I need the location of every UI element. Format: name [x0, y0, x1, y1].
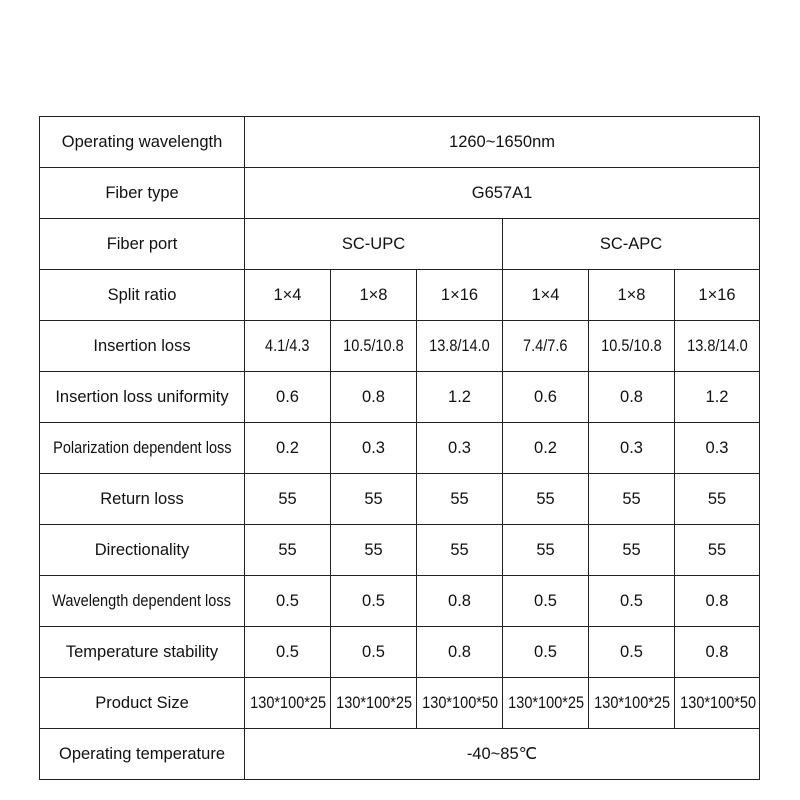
table-row — [40, 321, 760, 372]
row-label: Directionality — [40, 525, 245, 576]
table-cell: 0.5 — [331, 576, 417, 627]
table-cell: 0.8 — [675, 627, 760, 678]
table-cell: 0.5 — [503, 627, 589, 678]
cell-text: 13.8/14.0 — [686, 336, 748, 355]
table-cell: 55 — [675, 474, 760, 525]
cell-text: 130*100*25 — [508, 693, 585, 712]
table-cell — [417, 678, 503, 729]
cell-text: 4.1/4.3 — [265, 336, 310, 355]
cell-text: 10.5/10.8 — [343, 336, 404, 355]
table-cell: 0.5 — [503, 576, 589, 627]
port-upc: SC-UPC — [245, 219, 503, 270]
cell-text: 130*100*25 — [336, 693, 413, 712]
table-cell: 55 — [417, 525, 503, 576]
table-cell: 1×4 — [245, 270, 331, 321]
table-cell: 0.5 — [245, 627, 331, 678]
table-row — [40, 525, 760, 576]
table-cell — [503, 678, 589, 729]
table-cell: 0.5 — [245, 576, 331, 627]
table-cell: 1.2 — [417, 372, 503, 423]
table-cell: 1×8 — [331, 270, 417, 321]
table-cell: 55 — [589, 525, 675, 576]
row-label: Temperature stability — [40, 627, 245, 678]
table-cell: 0.3 — [417, 423, 503, 474]
cell-text: 7.4/7.6 — [523, 336, 568, 355]
table-cell — [503, 321, 589, 372]
cell-text: 130*100*25 — [250, 693, 327, 712]
table-cell: 55 — [589, 474, 675, 525]
table-cell: 0.3 — [331, 423, 417, 474]
table-cell — [589, 321, 675, 372]
row-label: Operating wavelength — [40, 117, 245, 168]
table-cell: 0.6 — [245, 372, 331, 423]
table-cell: 55 — [245, 474, 331, 525]
table-cell: 55 — [331, 525, 417, 576]
table-row — [40, 678, 760, 729]
table-cell: 0.8 — [675, 576, 760, 627]
table-cell: 1.2 — [675, 372, 760, 423]
row-label — [40, 576, 245, 627]
table-row — [40, 168, 760, 219]
table-cell — [245, 678, 331, 729]
table-cell: 0.8 — [589, 372, 675, 423]
table-cell: 0.5 — [589, 627, 675, 678]
row-value: -40~85℃ — [245, 729, 760, 780]
table-cell: 0.2 — [245, 423, 331, 474]
table-cell: 0.2 — [503, 423, 589, 474]
table-cell: 1×16 — [675, 270, 760, 321]
row-label: Fiber port — [40, 219, 245, 270]
cell-text: 130*100*50 — [422, 693, 499, 712]
table-cell — [331, 678, 417, 729]
row-label: Split ratio — [40, 270, 245, 321]
port-apc: SC-APC — [503, 219, 760, 270]
table-cell: 55 — [675, 525, 760, 576]
table-cell — [589, 678, 675, 729]
row-label: Operating temperature — [40, 729, 245, 780]
row-value: 1260~1650nm — [245, 117, 760, 168]
table-cell: 55 — [331, 474, 417, 525]
table-row — [40, 372, 760, 423]
table-cell: 0.3 — [589, 423, 675, 474]
table-row — [40, 729, 760, 780]
spec-table — [39, 116, 760, 780]
table-cell: 0.8 — [417, 576, 503, 627]
table-cell: 55 — [503, 525, 589, 576]
table-cell: 55 — [417, 474, 503, 525]
label-text: Wavelength dependent loss — [52, 591, 232, 610]
table-cell: 1×16 — [417, 270, 503, 321]
row-label: Insertion loss — [40, 321, 245, 372]
row-label: Product Size — [40, 678, 245, 729]
table-cell: 1×8 — [589, 270, 675, 321]
cell-text: 130*100*50 — [680, 693, 757, 712]
table-cell: 0.8 — [417, 627, 503, 678]
label-text: Polarization dependent loss — [52, 438, 232, 457]
table-row — [40, 474, 760, 525]
table-row — [40, 117, 760, 168]
table-row — [40, 627, 760, 678]
table-cell: 0.5 — [331, 627, 417, 678]
row-label: Return loss — [40, 474, 245, 525]
table-row — [40, 576, 760, 627]
table-row — [40, 219, 760, 270]
table-cell — [675, 321, 760, 372]
table-cell: 0.8 — [331, 372, 417, 423]
row-value: G657A1 — [245, 168, 760, 219]
table-cell — [417, 321, 503, 372]
table-cell — [245, 321, 331, 372]
table-row — [40, 423, 760, 474]
cell-text: 13.8/14.0 — [429, 336, 490, 355]
table-cell: 55 — [503, 474, 589, 525]
cell-text: 10.5/10.8 — [601, 336, 662, 355]
row-label: Fiber type — [40, 168, 245, 219]
row-label: Insertion loss uniformity — [40, 372, 245, 423]
table-cell — [331, 321, 417, 372]
table-cell: 55 — [245, 525, 331, 576]
table-cell — [675, 678, 760, 729]
table-row — [40, 270, 760, 321]
table-cell: 0.6 — [503, 372, 589, 423]
table-cell: 1×4 — [503, 270, 589, 321]
cell-text: 130*100*25 — [594, 693, 671, 712]
table-cell: 0.3 — [675, 423, 760, 474]
table-cell: 0.5 — [589, 576, 675, 627]
row-label — [40, 423, 245, 474]
